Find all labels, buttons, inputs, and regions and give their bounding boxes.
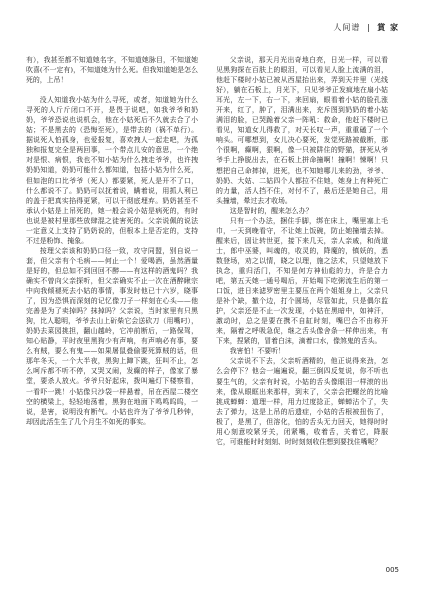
section-name: 賞 家 <box>377 23 399 32</box>
header-divider: | <box>366 23 371 32</box>
column-name: 人间谱 <box>333 23 361 32</box>
running-header <box>333 22 399 33</box>
paragraph: 我害怕！不要听！ <box>229 347 285 356</box>
paragraph: 父亲说，那天月光出奇地白亮，日光一样，可以看见黑狗探在百肤上的眼泪，可以看见人脸上流满的泪，他赶下楼时小姑已被从西屋抬出来，弄到天井里（光线好），躺在石板上，月光下，只见爷爷正发疯地在扇小姑耳光，左一下，右一下，来回扇，眼看着小姑的脸孔涨开来，红了，肿了，泪满出来，充斥图到奶奶的着小姑满泪的脸，已哭跪着父亲一阵吼：救命，他赶下楼时已看见，知道女儿得救了，对天长叹一声，重重磕了一个响头。可哪想到，女儿决心要死，发觉死路被截断，那个很啊，癫啊，狠啊，像一只被阱住的野猫，拼死从爷爷手上挣脱出去，在石板上拼命撞啊！撞啊！悚啊！只想把自己命摔掉，进死，也不知她哪儿来的劲，爷爷、奶奶、大姑、二姑四个人都拉不住她，她身上有种死亡的力量，活人挡不住，对付不了，最后还是她自己，用头撞墙，晕过去才收场。 <box>216 56 388 205</box>
paragraph: 按理父亲该和奶奶口径一致，攻守同盟，别自说一套，但父亲有个毛病——何止一个！爱喝酒，虽然酒量是好的，但总如不到回回不醉——有这样的酒鬼吗？我确实不曾向父亲探听，但父亲确实不止一次在酒醉瞅宗中向我倾褪死去小姑的事情，事发时他已十六岁，晓事了，因为恐惧而深刻的记忆像刀子一样刻在心头——他完善是为了卖掉吗？抹掉吗？父亲说，当时家里有只黑狗，比人聪明，爷爷去山上斫柴它会送砍刀（用嘴叼），奶奶去菜园挑担，翻山越岭，它冲前断后，一路保驾，知心贴静，平时夜里黑狗少有声响，有声响必有事，要么有贼，要么有鬼——如果屠鼠叠偷要死算贼的话，但那年冬天，一个大半夜，黑狗上蹿下跳，狂叫不止，怎么呵斥都不听不停，又哭又闹，发癫的样子，像家了暴堂，要杀人放火。爷爷只好起床，拨叫遍灯下楼察看，一看吓一跳！小姑像只沙袋一样悬着，吊在西屋二楼空空的横梁上，轻轻地荡着，黑狗在地面下鸣鸣呜呜，一说，是害，说明没有断气。小姑也许为了爷爷几秒钟，却因此活生生了几个月生不如死的事实。 <box>26 246 198 426</box>
right-column <box>216 55 388 447</box>
paragraph: 这是智时的，醒来怎么办？ <box>229 206 313 215</box>
paragraph: 父亲说不下去，父亲听酒精的，他正说得来劲，怎么会停下？他会一遍遍说，翻三倒四反复说，你不听也要生气的，父亲有时说，小姑的舌头像眼泪一样滚的出来，像从眼眶出来那样，到末了，父亲会把螺丝的比喻挑成蝉蝉：道理一样，用力过度捻正，蝉蝉沾个了，失去了弹力，这是上吊的后遗症，小姑的舌根被扭伤了，极了，是黑了，但溶化，怕的舌头无力回天，她得时时用心刻意咬紧牙关，闭紧嘴，收着舌，关着它，降服它，可谁能时时刻刻、时时刻刻收住想到要找住嘴呢？ <box>216 357 388 446</box>
paragraph: 没人知道我小姑为什么寻死，或者，知道她为什么寻死的人斤斤闭口不开，是畏于说吧，如我爷爷和奶奶，爷爷恐说也说机会，他在小姑死后不久就去合了小姑；不是黑去的（恐悔至死），是带去的（祸不单行）。据说死人怕孤身，也爱报复，喜欢拽人一起走吧，为孤独和报复完全是两回事，一个带点儿安的意思，一个绝对是恨、病恨，我也不知小姑为什么拽走爷爷，也许拽奶奶知道，奶奶可能什么都知道，包括小姑为什么死，但如泡的口比爷爷（死人）都要紧，死人是开不了口，什么都说不了。奶奶可以抚着说，瞒着说，用抓人利已的盖于把真实掐得更紧，可以干彻底埋弃。奶奶甚至不承认小姑是上吊死的，她一般会说小姑是病死的，有时也说是被村里那些放肆混之徒害死的。父亲说佩的说法一定意义上支持了奶奶说的，但根本上是否定的，支持不过是粉饰、掩象。 <box>26 96 198 245</box>
page-number: 005 <box>385 566 399 574</box>
paragraph: 有），我甚至都不知道她名字，不知道她脉目，不知道她吹喜(不一定有)，不知道她为什么死。但我知道她是怎么死的，上吊！ <box>26 56 198 85</box>
paragraph: 只有一个办法，捆住手脚，绑在床上，嘴里塞上毛巾，一天到晚看守，不让她上饭碗，防止她撞墙去掉。醒来后，固让转世更，接下来几天，亲人亲戚，和尚道士，郎中巫婆，叫魂的，收灵的，降魔的，镇妖的，悉数登场，劝之以情，晓之以理，施之法术，只望她放下执念，重归活门，不知是何方神仙彪的力，许是合力吧，第五天她一通号喝后，开始喝下吃粥流生后的第一口饭，进日来滤罗密里主要压在两个姐姐身上，父亲只是补个缺，撤个边，打个圆场，尽管如此，只是偶尔监护，父亲还是不止一次发现，小姑在黑暗中，如神汗，激动时，总之是要在携不自缸时刻，嘴巴合不由称开来，隔着之呼吸急促，继之舌头像舍条一样伸出来，有下来，捏紧的，冒着白沫，滴着口水，像煞鬼的舌头。 <box>216 216 388 346</box>
left-column <box>26 55 198 427</box>
